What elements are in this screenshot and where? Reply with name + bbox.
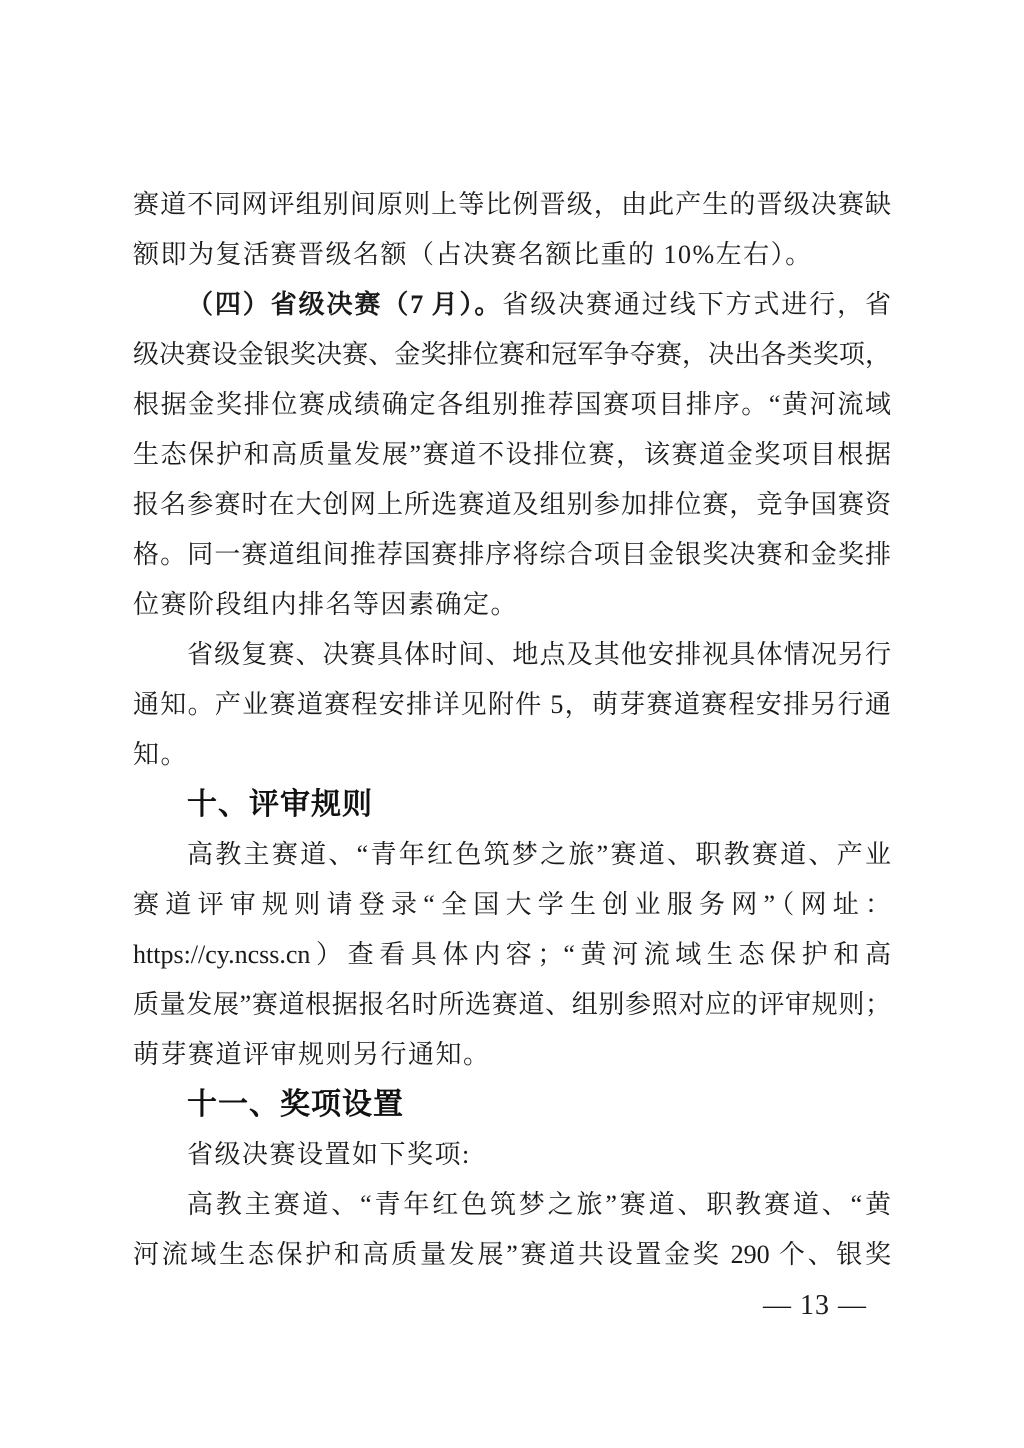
text-line: 位赛阶段组内排名等因素确定。 [133,590,519,619]
text-line: 萌芽赛道评审规则另行通知。 [133,1040,491,1069]
text-line: 高教主赛道、“青年红色筑梦之旅”赛道、职教赛道、“黄 [187,1190,891,1219]
text-line: 质量发展”赛道根据报名时所选赛道、组别参照对应的评审规则； [133,990,891,1019]
page-number: — 13 — [763,1290,867,1321]
document-body [133,180,891,1280]
text-line: 高教主赛道、“青年红色筑梦之旅”赛道、职教赛道、产业 [187,840,891,869]
text-line: 赛道不同网评组别间原则上等比例晋级，由此产生的晋级决赛缺 [133,190,891,219]
section-heading-review-rules: 十、评审规则 [187,788,373,821]
text-line: 省级决赛设置如下奖项: [187,1140,471,1169]
text-line-url: https://cy.ncss.cn）查看具体内容；“黄河流域生态保护和高 [133,940,891,969]
section-heading-award-setup: 十一、奖项设置 [187,1088,404,1121]
text-line [133,280,891,330]
text-line: 河流域生态保护和高质量发展”赛道共设置金奖 290 个、银奖 [133,1240,891,1269]
text-line: 额即为复活赛晋级名额（占决赛名额比重的 10%左右）。 [133,240,813,269]
text-line: 省级复赛、决赛具体时间、地点及其他安排视具体情况另行 [187,640,891,669]
text-line: 生态保护和高质量发展”赛道不设排位赛，该赛道金奖项目根据 [133,440,891,469]
text-segment: 省级决赛通过线下方式进行，省 [502,290,891,319]
text-line: 赛道评审规则请登录“全国大学生创业服务网”（网址： [133,890,891,919]
text-line: 知。 [133,740,189,769]
text-line: 根据金奖排位赛成绩确定各组别推荐国赛项目排序。“黄河流域 [133,390,891,419]
text-line: 级决赛设金银奖决赛、金奖排位赛和冠军争夺赛，决出各类奖项， [133,340,891,369]
text-line: 报名参赛时在大创网上所选赛道及组别参加排位赛，竞争国赛资 [133,490,891,519]
clause-lead-bold: （四）省级决赛（7 月）。 [187,290,503,319]
text-line: 格。同一赛道组间推荐国赛排序将综合项目金银奖决赛和金奖排 [133,540,891,569]
text-line: 通知。产业赛道赛程安排详见附件 5，萌芽赛道赛程安排另行通 [133,690,891,719]
